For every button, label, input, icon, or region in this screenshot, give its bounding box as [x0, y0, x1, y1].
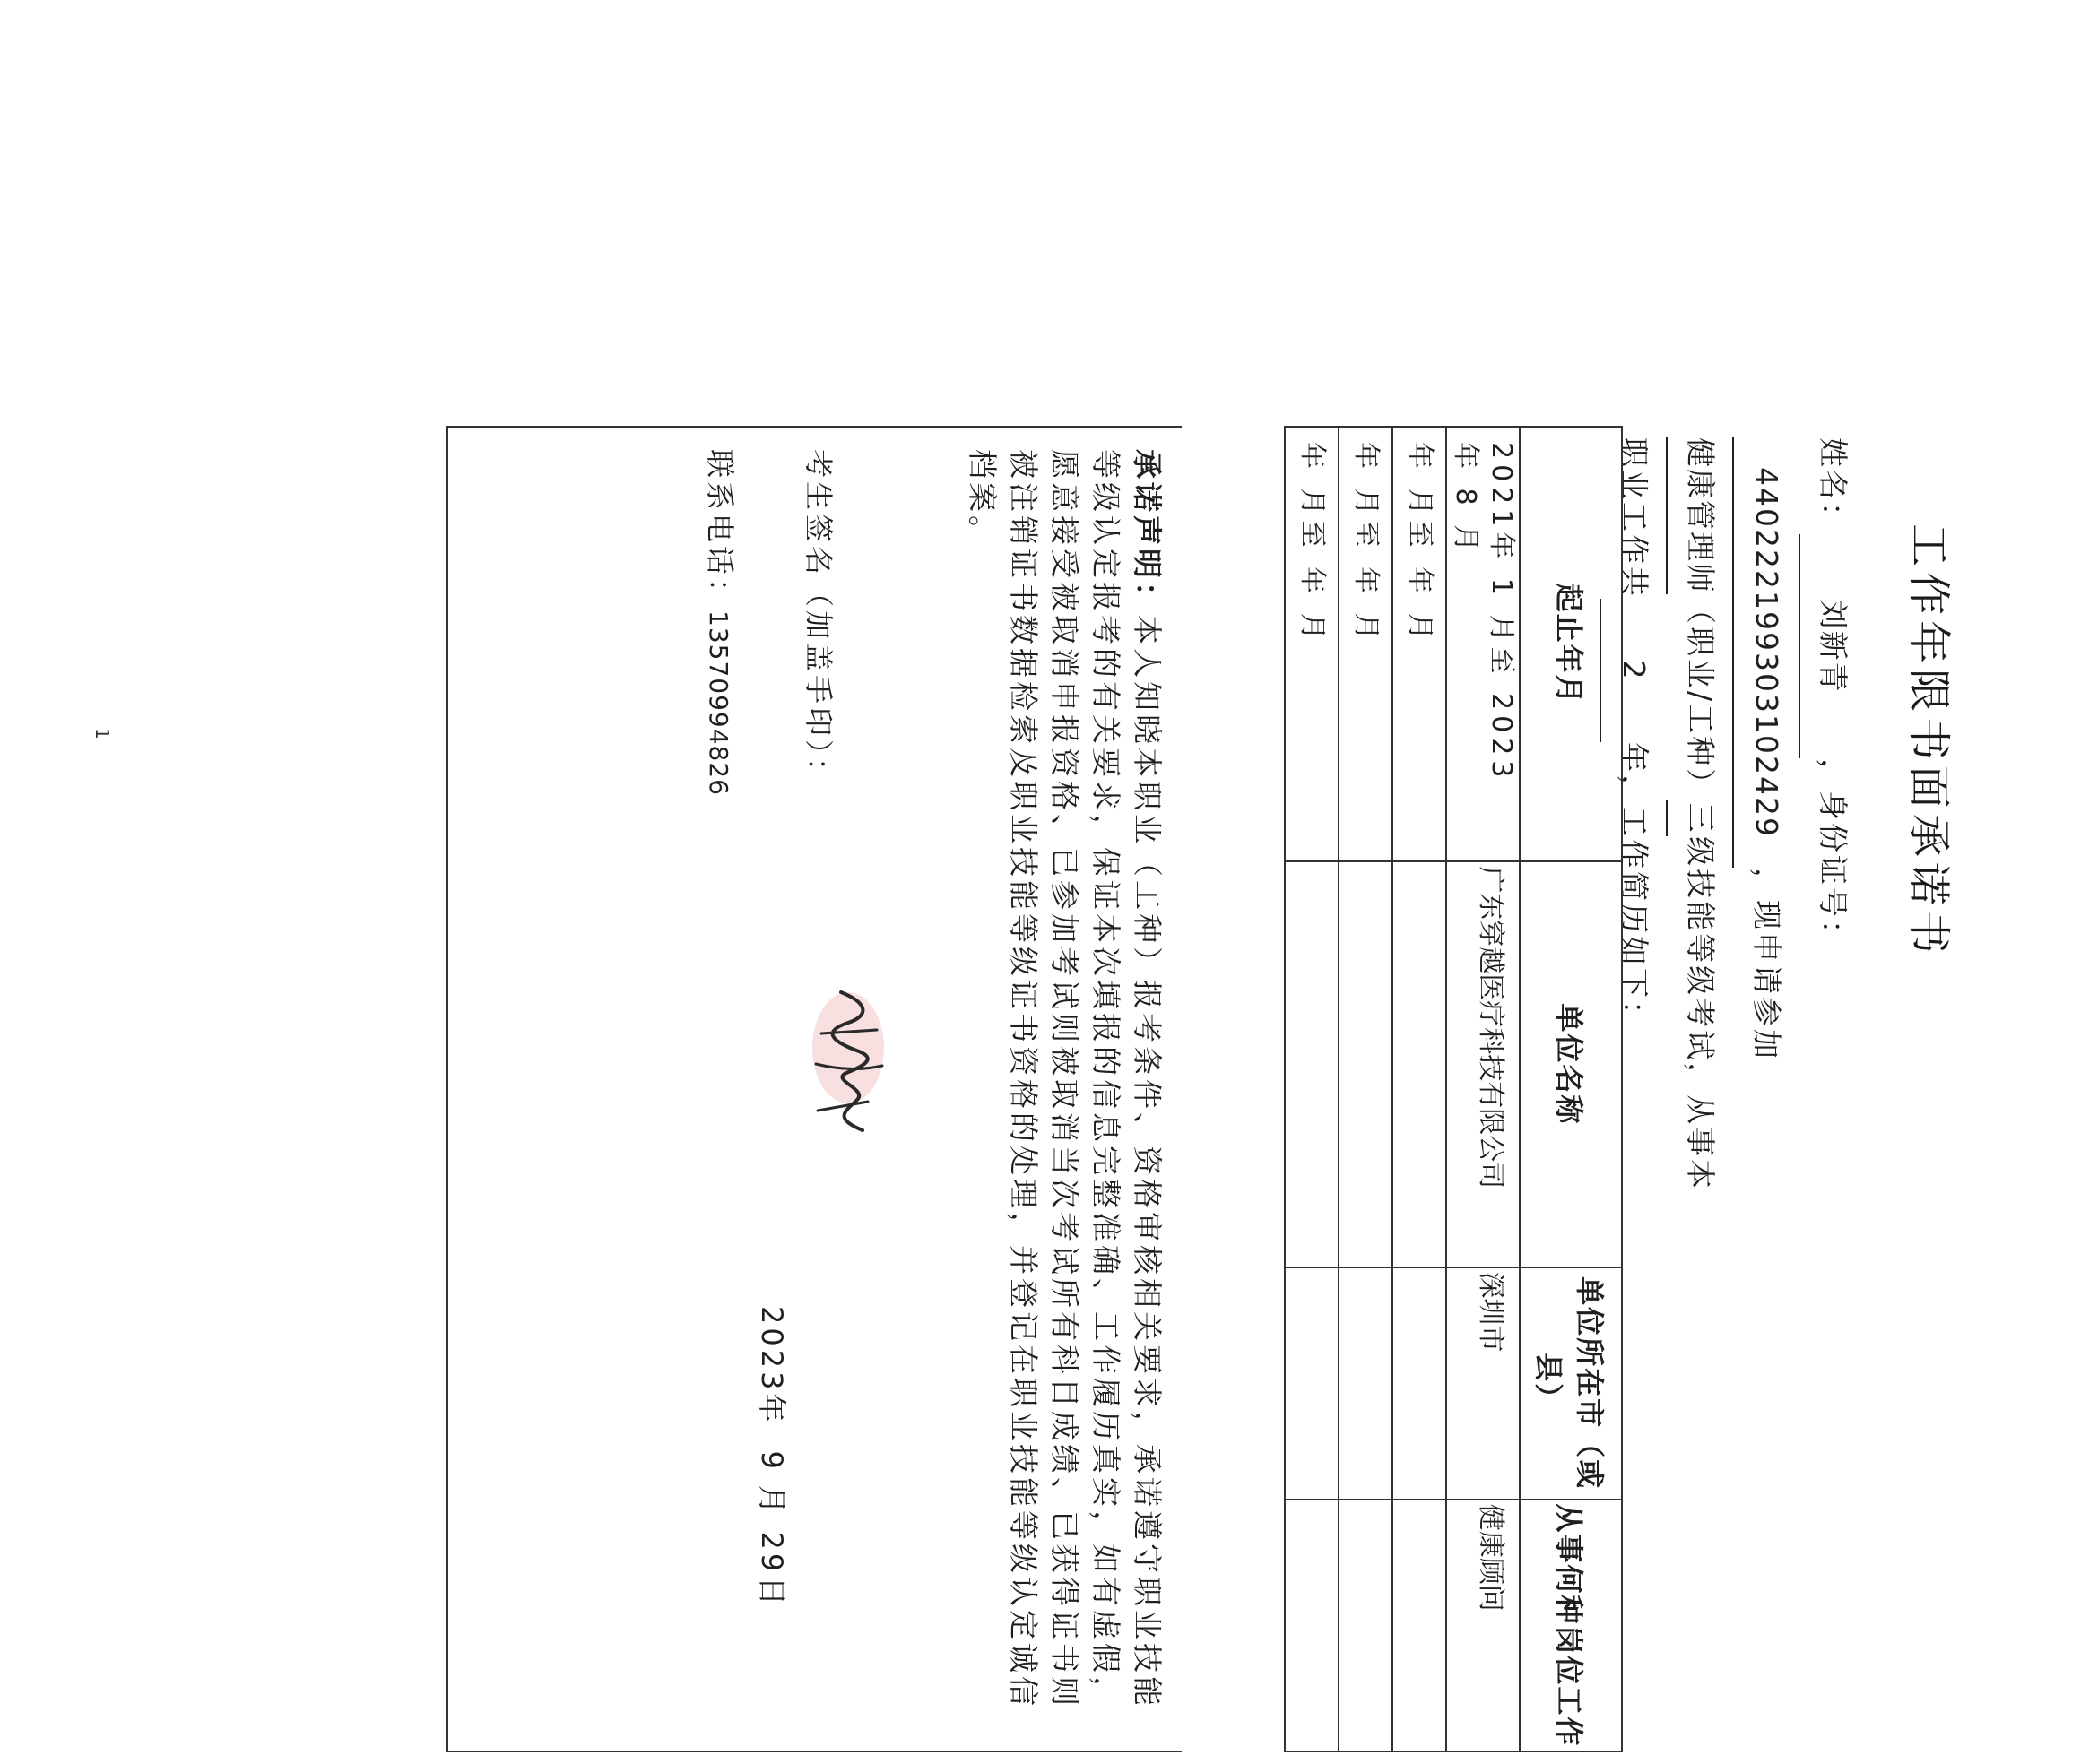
date-row [753, 1306, 794, 1609]
table-row [1446, 427, 1520, 1751]
work-suffix: 年，工作简历如下： [1617, 742, 1652, 1033]
row-city: 深圳市 [1446, 1267, 1520, 1500]
table-header-row [1520, 427, 1622, 1751]
header-unit: 单位名称 [1520, 861, 1622, 1267]
level-value: 三 [1666, 800, 1732, 836]
date-day: 29 [755, 1531, 789, 1576]
name-value: 刘新青 [1799, 534, 1865, 758]
intro-line-3 [1666, 437, 1732, 1764]
document-title: 工作年限书面承诺书 [1903, 523, 1954, 959]
commitment-box [446, 426, 1182, 1752]
commitment-statement [961, 449, 1167, 1731]
work-prefix: 职业工作共 [1617, 437, 1652, 599]
row-city [1339, 1267, 1392, 1500]
occupation-value: 健康管理师 [1666, 437, 1732, 594]
row-post [1285, 1500, 1339, 1751]
date-month-unit: 月 [755, 1484, 789, 1518]
page-number: 1 [91, 728, 113, 739]
date-day-unit: 日 [755, 1576, 789, 1609]
name-label: 姓名： [1816, 437, 1851, 534]
id-value: 440222199303102429 [1732, 437, 1799, 868]
years-value: 2 [1600, 599, 1666, 742]
row-post [1392, 1500, 1446, 1751]
signature-row [800, 449, 841, 790]
intro-paragraph [1600, 437, 1865, 1764]
signature-label: 考生签名（加盖手印）： [802, 449, 836, 791]
row-period: 年 月至 年 月 [1339, 427, 1392, 861]
row-post [1339, 1500, 1392, 1751]
date-year: 2023 [755, 1306, 789, 1394]
intro-line-1 [1799, 437, 1865, 1764]
row-post: 健康顾问 [1446, 1500, 1520, 1751]
level-suffix: 级技能等级考试，从事本 [1683, 836, 1718, 1192]
row-city [1392, 1267, 1446, 1500]
table-row [1392, 427, 1446, 1751]
handwritten-signature [796, 976, 904, 1146]
date-year-unit: 年 [755, 1393, 789, 1426]
row-unit [1339, 861, 1392, 1267]
header-period: 起止年月 [1520, 427, 1622, 861]
period-line-2: 年 8 月 [1450, 442, 1481, 558]
header-post: 从事何种岗位工作 [1520, 1500, 1622, 1751]
apply-text: ，现申请参加 [1749, 868, 1784, 1061]
occupation-suffix: （职业/工种） [1683, 594, 1718, 801]
row-unit [1285, 861, 1339, 1267]
phone-label: 联系电话： [703, 449, 737, 611]
work-history-table-wrap [1284, 426, 1623, 1752]
commitment-body: 本人知晓本职业（工种）报考条件、资格审核相关要求，承诺遵守职业技能等级认定报考的有关要求，保证本次填报的信息完整准确、工作履历真实，如有虚假，愿意接受被取消申报资格、已参加考试则被取消当次考试所有科目成绩、已获得证书则被注销证书数据检索及职业技能等级证书资格的处理，并登记在职业技能等级认定诚信档案。 [965, 449, 1165, 1709]
period-line-1: 2021年 1 月至 2023 [1486, 442, 1517, 783]
header-city: 单位所在市（或县） [1520, 1267, 1622, 1500]
row-unit [1392, 861, 1446, 1267]
commitment-label: 承诺声明： [1130, 449, 1165, 615]
work-history-table [1284, 426, 1623, 1752]
row-unit: 广东穿越医疗科技有限公司 [1446, 861, 1520, 1267]
row-period: 年 月至 年 月 [1285, 427, 1339, 861]
row-period [1446, 427, 1520, 861]
phone-value: 13570994826 [704, 610, 733, 796]
row-city [1285, 1267, 1339, 1500]
phone-row [701, 449, 742, 796]
row-period: 年 月至 年 月 [1392, 427, 1446, 861]
table-row [1339, 427, 1392, 1751]
id-label: ，身份证号： [1816, 758, 1851, 952]
intro-line-2 [1732, 437, 1799, 1764]
table-row [1285, 427, 1339, 1751]
date-month: 9 [755, 1450, 789, 1473]
